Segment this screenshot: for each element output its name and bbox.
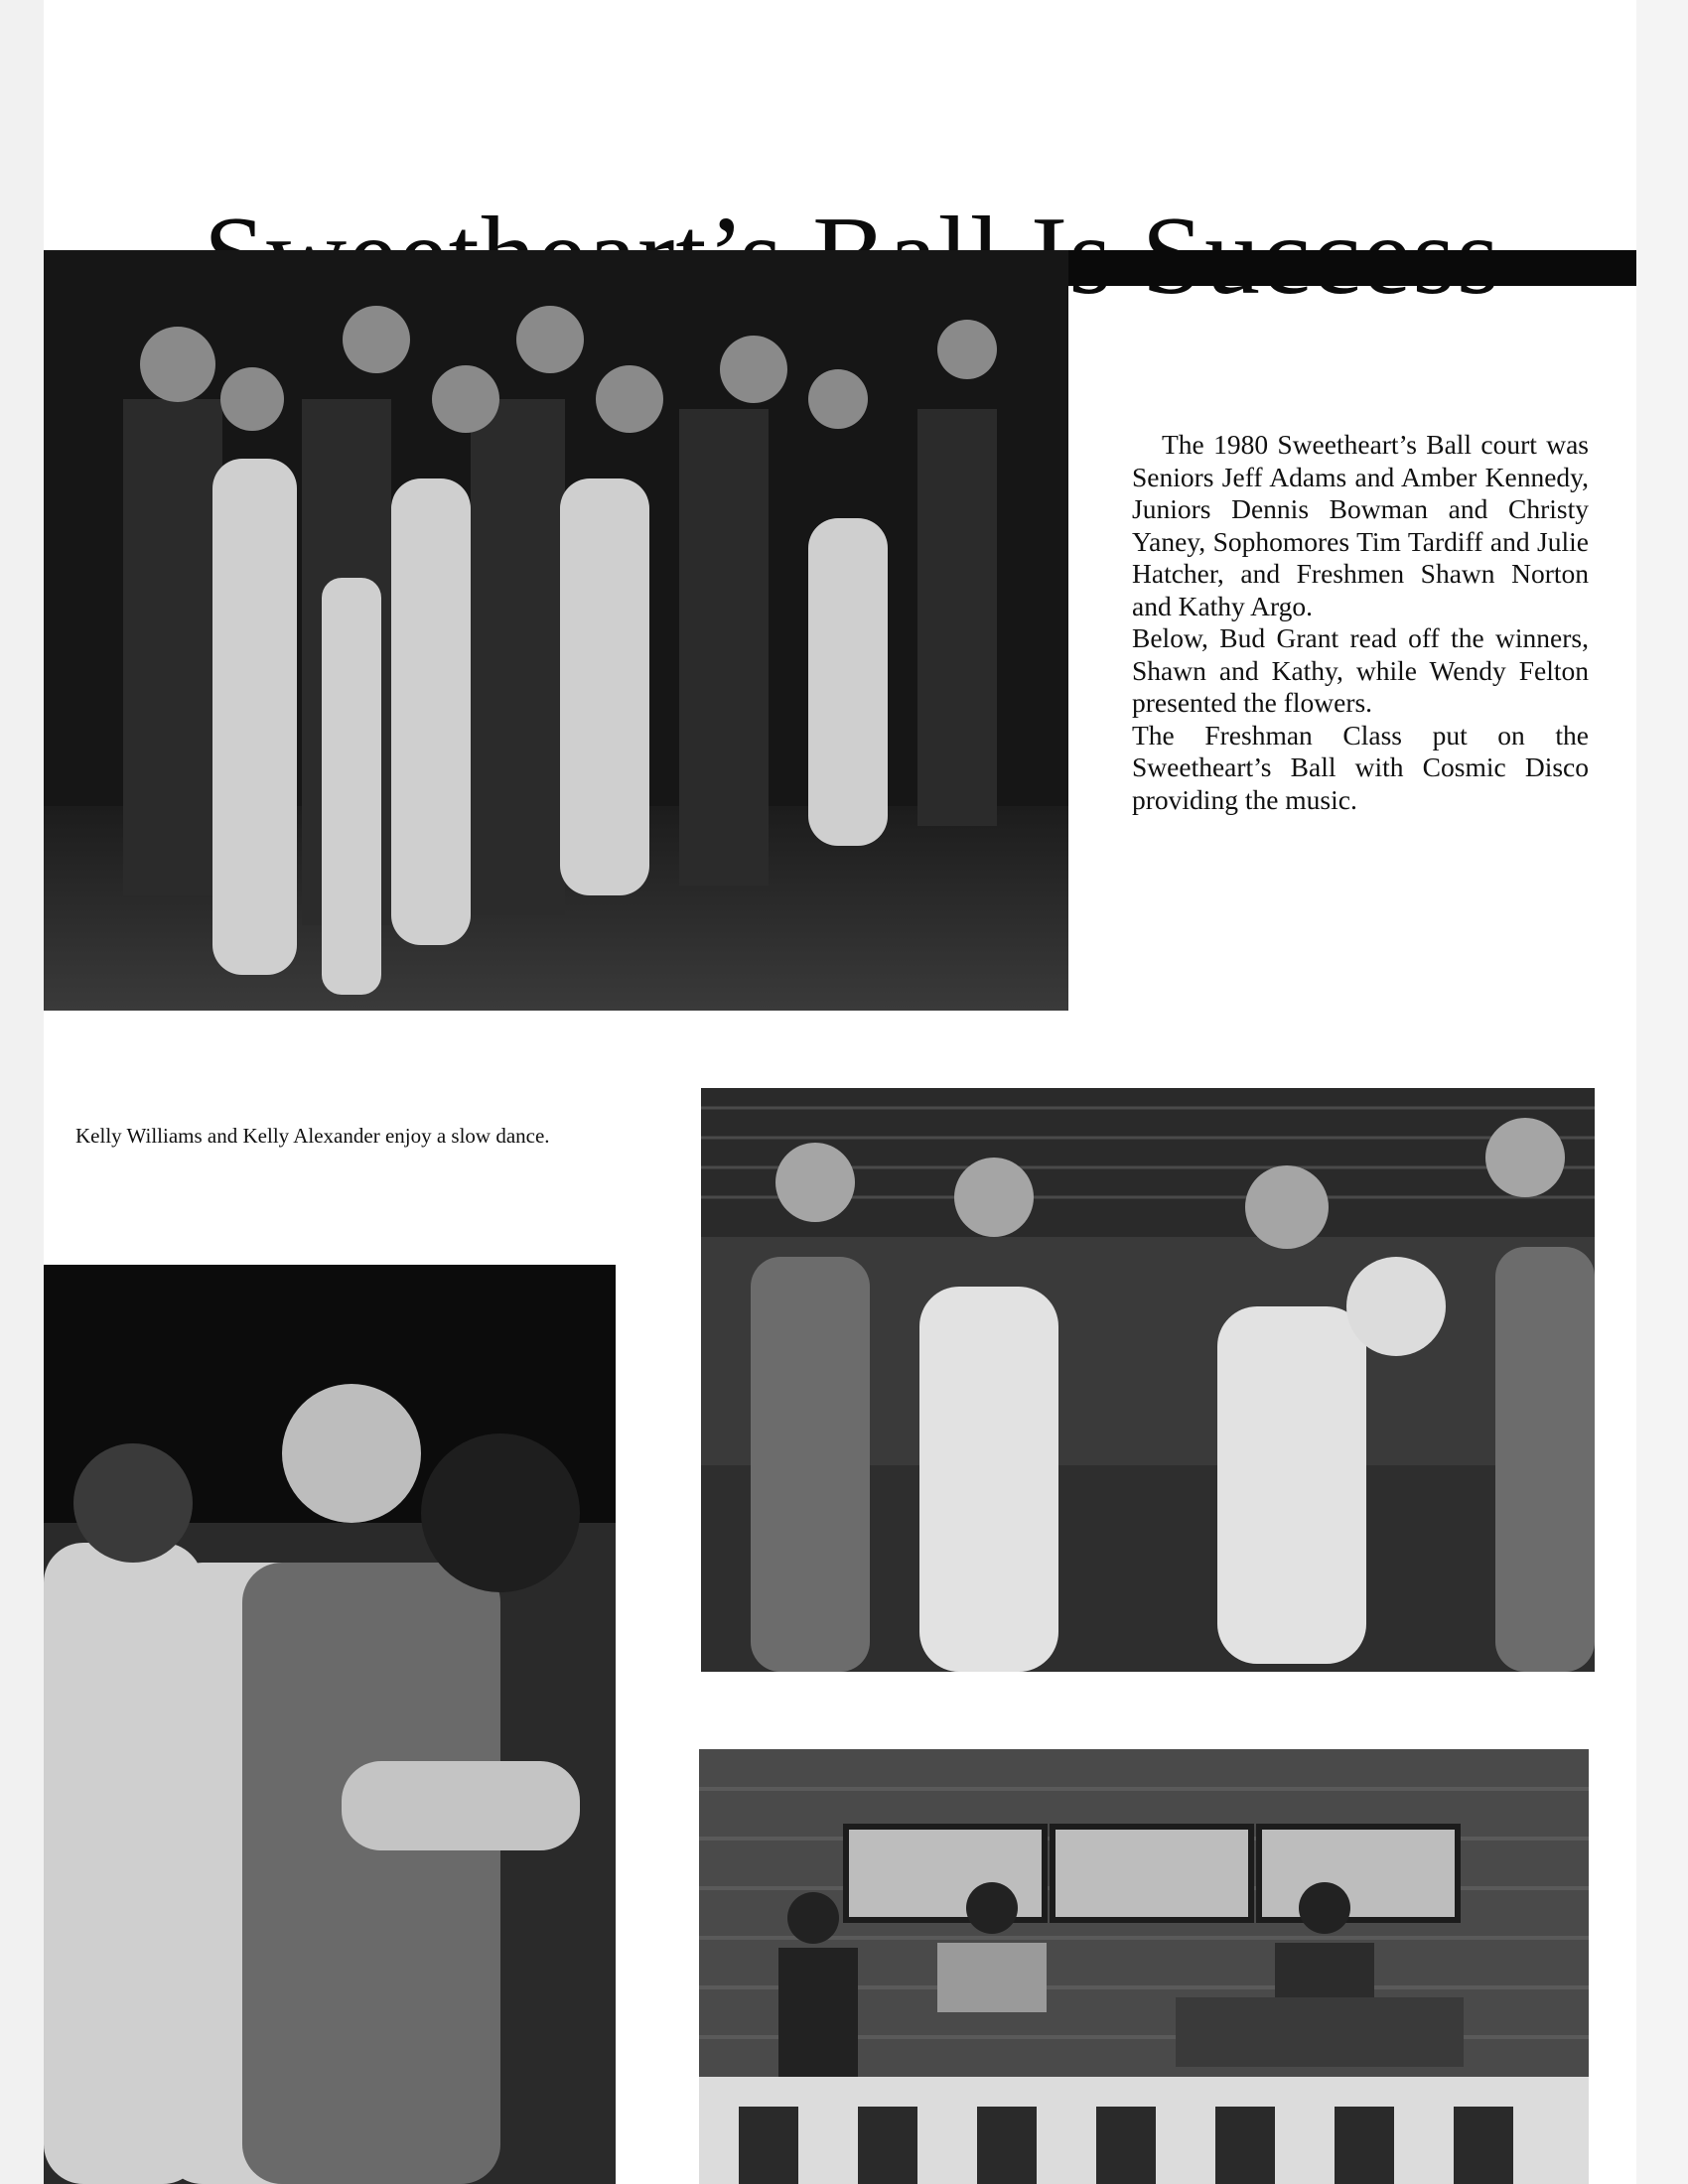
court-caption-paragraph: The 1980 Sweetheart’s Ball court was Seniors Jeff Adams and Amber Kennedy, Juniors Dennis Bowman and Christy Yaney, Sophomores Tim Tardiff and Julie Hatcher, and Freshmen Shawn Norton and Kathy Argo. xyxy=(1132,429,1589,621)
scan-margin-left xyxy=(0,0,44,2184)
disco-stage-photo xyxy=(699,1749,1589,2184)
slow-dance-photo xyxy=(44,1265,616,2184)
court-caption-paragraph: Below, Bud Grant read off the winners, Shawn and Kathy, while Wendy Felton presented the flowers. xyxy=(1132,622,1589,718)
slow-dance-caption: Kelly Williams and Kelly Alexander enjoy a slow dance. xyxy=(75,1124,550,1148)
court-caption xyxy=(1132,429,1589,816)
court-lineup-photo xyxy=(44,250,1068,1011)
scan-margin-right xyxy=(1636,0,1688,2184)
court-caption-paragraph: The Freshman Class put on the Sweetheart’s Ball with Cosmic Disco providing the music. xyxy=(1132,719,1589,815)
winners-photo xyxy=(701,1088,1595,1672)
